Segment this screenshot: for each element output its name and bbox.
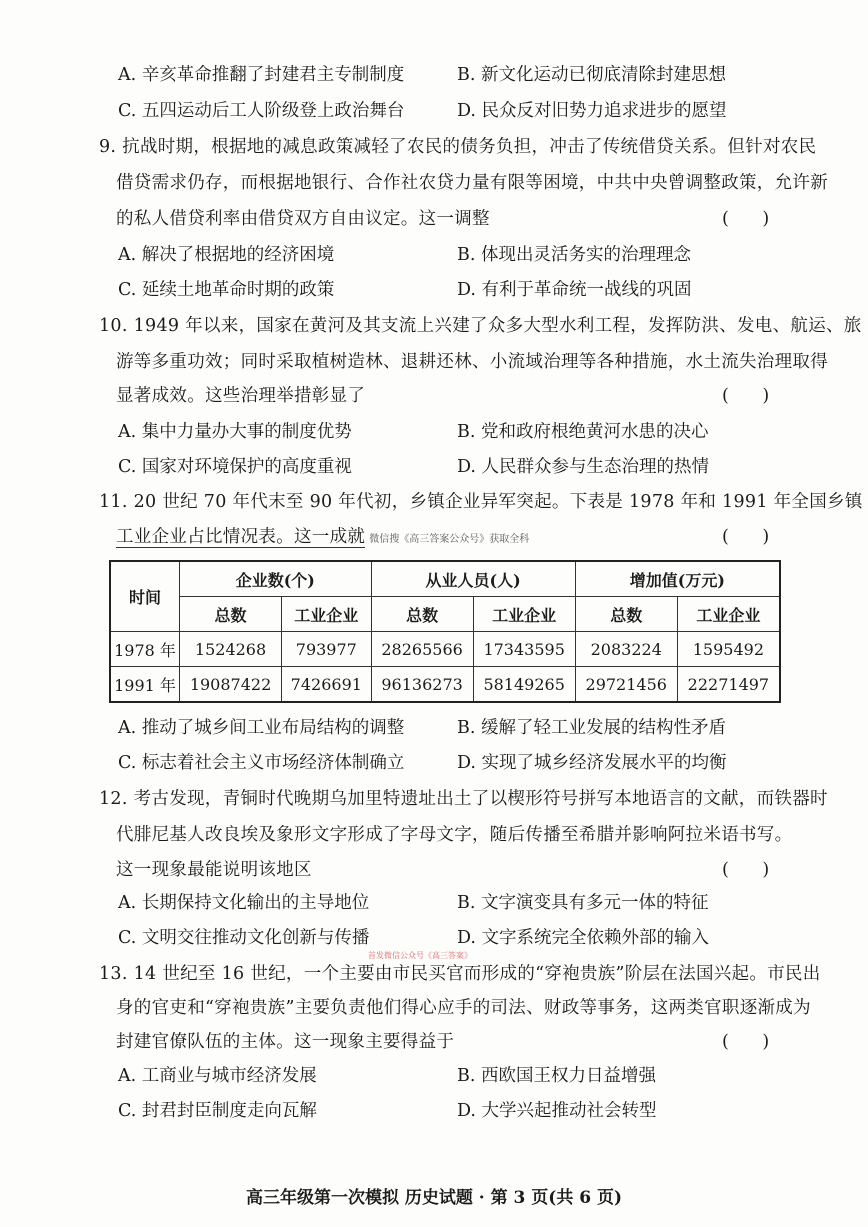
q10-option-a: A. 集中力量办大事的制度优势 xyxy=(118,422,352,442)
q11-stem-line-2-text: 工业企业占比情况表。这一成就 xyxy=(116,527,366,547)
q13-option-b: B. 西欧国王权力日益增强 xyxy=(457,1066,656,1086)
q9-option-c: C. 延续土地革命时期的政策 xyxy=(118,280,335,300)
q11-option-a: A. 推动了城乡间工业布局结构的调整 xyxy=(118,718,405,738)
q13-stem-line-2: 身的官吏和“穿袍贵族”主要负责他们得心应手的司法、财政等事务，这两类官职逐渐成为 xyxy=(116,998,811,1018)
table-cell: 17343595 xyxy=(473,632,575,667)
table-cell: 1524268 xyxy=(180,632,282,667)
watermark-text: 首发微信公众号《高三答案》 xyxy=(368,951,472,960)
q8-option-c: C. 五四运动后工人阶级登上政治舞台 xyxy=(118,101,405,121)
q9-option-d: D. 有利于革命统一战线的巩固 xyxy=(457,280,692,300)
q10-option-d: D. 人民群众参与生态治理的热情 xyxy=(457,457,710,477)
q9-option-b: B. 体现出灵活务实的治理理念 xyxy=(457,245,691,265)
table-subheader-industrial: 工业企业 xyxy=(473,597,575,632)
q10-stem-line-2: 游等多重功效；同时采取植树造林、退耕还林、小流域治理等各种措施，水土流失治理取得 xyxy=(116,352,828,372)
q9-stem-line-1: 9. 抗战时期，根据地的减息政策减轻了农民的债务负担，冲击了传统借贷关系。但针对农民 xyxy=(99,137,817,157)
q10-option-b: B. 党和政府根绝黄河水患的决心 xyxy=(457,422,709,442)
table-subheader-industrial: 工业企业 xyxy=(282,597,371,632)
q11-option-d: D. 实现了城乡经济发展水平的均衡 xyxy=(457,753,727,773)
q10-stem-line-1: 10. 1949 年以来，国家在黄河及其支流上兴建了众多大型水利工程，发挥防洪、发电、航运、旅 xyxy=(99,316,862,336)
q12-option-c: C. 文明交往推动文化创新与传播 xyxy=(118,928,370,948)
q9-answer-bracket: ( ) xyxy=(722,209,784,229)
watermark-text: 微信搜《高三答案公众号》获取全科 xyxy=(369,534,530,545)
table-cell-year: 1991 年 xyxy=(110,667,180,703)
q9-stem-line-3: 的私人借贷利率由借贷双方自由议定。这一调整 xyxy=(116,209,490,229)
q13-option-a: A. 工商业与城市经济发展 xyxy=(118,1066,317,1086)
table-header-group-employees: 从业人员(人) xyxy=(371,561,575,597)
enterprise-table xyxy=(109,560,781,703)
q8-option-d: D. 民众反对旧势力追求进步的愿望 xyxy=(457,101,727,121)
table-cell: 28265566 xyxy=(371,632,473,667)
q9-option-a: A. 解决了根据地的经济困境 xyxy=(118,245,335,265)
q11-option-b: B. 缓解了轻工业发展的结构性矛盾 xyxy=(457,718,726,738)
table-subheader-industrial: 工业企业 xyxy=(677,597,780,632)
q13-stem-line-1: 13. 14 世纪至 16 世纪，一个主要由市民买官而形成的“穿袍贵族”阶层在法国兴起。市民出 xyxy=(99,964,821,984)
q10-option-c: C. 国家对环境保护的高度重视 xyxy=(118,457,352,477)
q12-option-d: D. 文字系统完全依赖外部的输入 xyxy=(457,928,710,948)
table-row xyxy=(110,632,780,667)
table-cell: 22271497 xyxy=(677,667,780,703)
table-header-group-value-added: 增加值(万元) xyxy=(575,561,780,597)
q9-stem-line-2: 借贷需求仍存，而根据地银行、合作社农贷力量有限等困境，中共中央曾调整政策，允许新 xyxy=(116,173,828,193)
table-header-group-enterprises: 企业数(个) xyxy=(180,561,372,597)
table-subheader-total: 总数 xyxy=(180,597,282,632)
table-cell: 7426691 xyxy=(282,667,371,703)
q11-option-c: C. 标志着社会主义市场经济体制确立 xyxy=(118,753,405,773)
table-cell: 29721456 xyxy=(575,667,677,703)
table-cell: 58149265 xyxy=(473,667,575,703)
q12-answer-bracket: ( ) xyxy=(722,860,784,880)
table-cell: 2083224 xyxy=(575,632,677,667)
q11-stem-line-1: 11. 20 世纪 70 年代末至 90 年代初，乡镇企业异军突起。下表是 1978 年和 1991 年全国乡镇 xyxy=(99,492,863,512)
q13-answer-bracket: ( ) xyxy=(722,1032,784,1052)
table-cell: 96136273 xyxy=(371,667,473,703)
table-subheader-total: 总数 xyxy=(371,597,473,632)
q13-option-d: D. 大学兴起推动社会转型 xyxy=(457,1101,657,1121)
table-cell-year: 1978 年 xyxy=(110,632,180,667)
table-cell: 19087422 xyxy=(180,667,282,703)
table-row xyxy=(110,667,780,703)
page-footer: 高三年级第一次模拟 历史试题 · 第 3 页(共 6 页) xyxy=(245,1188,623,1208)
table-cell: 793977 xyxy=(282,632,371,667)
q10-answer-bracket: ( ) xyxy=(722,386,784,406)
q11-stem-line-2 xyxy=(116,525,529,552)
q13-stem-line-3: 封建官僚队伍的主体。这一现象主要得益于 xyxy=(116,1032,455,1052)
q12-stem-line-2: 代腓尼基人改良埃及象形文字形成了字母文字，随后传播至希腊并影响阿拉米语书写。 xyxy=(116,825,793,845)
q13-option-c: C. 封君封臣制度走向瓦解 xyxy=(118,1101,317,1121)
q12-option-a: A. 长期保持文化输出的主导地位 xyxy=(118,893,370,913)
q12-stem-line-1: 12. 考古发现，青铜时代晚期乌加里特遗址出土了以楔形符号拼写本地语言的文献，而铁器时 xyxy=(99,789,828,809)
q12-stem-line-3: 这一现象最能说明该地区 xyxy=(116,860,312,880)
table-header-time: 时间 xyxy=(110,561,180,632)
q10-stem-line-3: 显著成效。这些治理举措彰显了 xyxy=(116,386,366,406)
q8-option-b: B. 新文化运动已彻底清除封建思想 xyxy=(457,65,726,85)
q11-answer-bracket: ( ) xyxy=(722,527,784,547)
table-cell: 1595492 xyxy=(677,632,780,667)
q8-option-a: A. 辛亥革命推翻了封建君主专制制度 xyxy=(118,65,405,85)
q12-option-b: B. 文字演变具有多元一体的特征 xyxy=(457,893,709,913)
table-subheader-total: 总数 xyxy=(575,597,677,632)
